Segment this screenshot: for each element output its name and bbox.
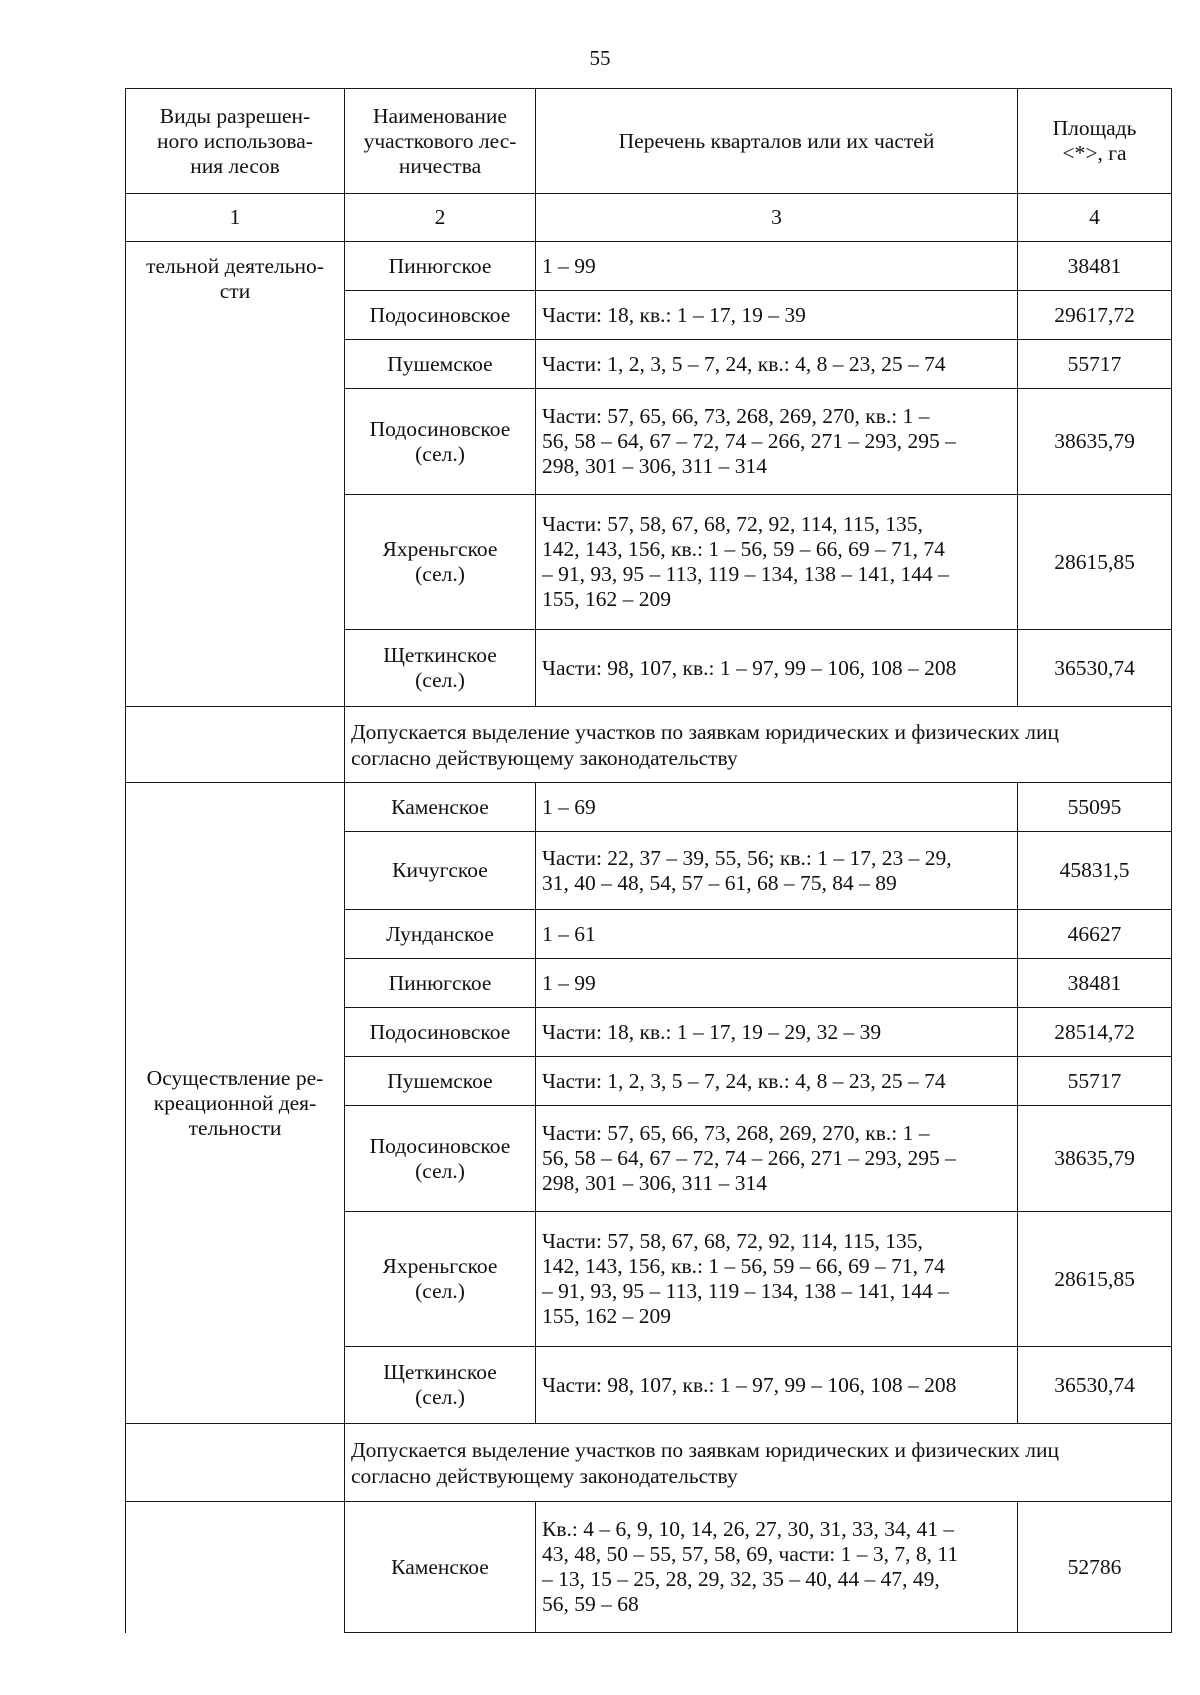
area-value: 38635,79 <box>1018 389 1172 495</box>
forestry-name: Щеткинское (сел.) <box>345 1347 536 1424</box>
forestry-name: Пушемское <box>345 340 536 389</box>
forestry-name: Подосиновское (сел.) <box>345 1106 536 1212</box>
forestry-name: Подосиновское (сел.) <box>345 389 536 495</box>
area-value: 55095 <box>1018 783 1172 832</box>
area-value: 45831,5 <box>1018 832 1172 910</box>
use-type-cell: тельной деятельно- сти <box>126 242 345 707</box>
forestry-name: Подосиновское <box>345 1008 536 1057</box>
quarters-list: Кв.: 4 – 6, 9, 10, 14, 26, 27, 30, 31, 33, 34, 41 – 43, 48, 50 – 55, 57, 58, 69, части: 1 – 3, 7, 8, 11 – 13, 15 – 25, 28, 29, 32, 35 – 40, 44 – 47, 49, 56, 59 – 68 <box>536 1502 1018 1633</box>
area-value: 28615,85 <box>1018 495 1172 630</box>
forestry-name: Яхреньгское (сел.) <box>345 495 536 630</box>
area-value: 28615,85 <box>1018 1212 1172 1347</box>
quarters-list: Части: 18, кв.: 1 – 17, 19 – 29, 32 – 39 <box>536 1008 1018 1057</box>
forestry-name: Кичугское <box>345 832 536 910</box>
forestry-name: Пинюгское <box>345 959 536 1008</box>
forest-use-table <box>125 88 1172 1633</box>
column-number-3: 3 <box>536 194 1018 242</box>
area-value: 36530,74 <box>1018 1347 1172 1424</box>
quarters-list: Части: 1, 2, 3, 5 – 7, 24, кв.: 4, 8 – 23, 25 – 74 <box>536 340 1018 389</box>
allocation-note: Допускается выделение участков по заявкам юридических и физических лиц согласно действующему законодательству <box>345 1424 1172 1502</box>
quarters-list: 1 – 61 <box>536 910 1018 959</box>
quarters-list: Части: 57, 65, 66, 73, 268, 269, 270, кв.: 1 – 56, 58 – 64, 67 – 72, 74 – 266, 271 – 293, 295 – 298, 301 – 306, 311 – 314 <box>536 389 1018 495</box>
use-type-cell <box>126 1502 345 1633</box>
quarters-list: 1 – 99 <box>536 959 1018 1008</box>
quarters-list: Части: 22, 37 – 39, 55, 56; кв.: 1 – 17, 23 – 29, 31, 40 – 48, 54, 57 – 61, 68 – 75, 84 – 89 <box>536 832 1018 910</box>
forestry-name: Щеткинское (сел.) <box>345 630 536 707</box>
allocation-note: Допускается выделение участков по заявкам юридических и физических лиц согласно действующему законодательству <box>345 707 1172 783</box>
page-number: 55 <box>589 46 611 70</box>
forestry-name: Яхреньгское (сел.) <box>345 1212 536 1347</box>
quarters-list: 1 – 69 <box>536 783 1018 832</box>
quarters-list: Части: 98, 107, кв.: 1 – 97, 99 – 106, 108 – 208 <box>536 630 1018 707</box>
forestry-name: Лунданское <box>345 910 536 959</box>
forestry-name: Подосиновское <box>345 291 536 340</box>
area-value: 52786 <box>1018 1502 1172 1633</box>
quarters-list: Части: 57, 58, 67, 68, 72, 92, 114, 115, 135, 142, 143, 156, кв.: 1 – 56, 59 – 66, 69 – 71, 74 – 91, 93, 95 – 113, 119 – 134, 138 – 141, 144 – 155, 162 – 209 <box>536 1212 1018 1347</box>
column-numbers-row <box>126 194 1172 242</box>
area-value: 46627 <box>1018 910 1172 959</box>
table-row <box>126 242 1172 291</box>
header-use-type: Виды разрешен- ного использова- ния лесов <box>126 89 345 194</box>
column-number-1: 1 <box>126 194 345 242</box>
column-number-2: 2 <box>345 194 536 242</box>
forestry-name: Каменское <box>345 1502 536 1633</box>
forestry-name: Пинюгское <box>345 242 536 291</box>
quarters-list: Части: 98, 107, кв.: 1 – 97, 99 – 106, 108 – 208 <box>536 1347 1018 1424</box>
table-row <box>126 1502 1172 1633</box>
use-type-continuation <box>126 1424 345 1502</box>
header-area: Площадь <*>, га <box>1018 89 1172 194</box>
quarters-list: Части: 57, 65, 66, 73, 268, 269, 270, кв.: 1 – 56, 58 – 64, 67 – 72, 74 – 266, 271 – 293, 295 – 298, 301 – 306, 311 – 314 <box>536 1106 1018 1212</box>
quarters-list: 1 – 99 <box>536 242 1018 291</box>
area-value: 55717 <box>1018 1057 1172 1106</box>
area-value: 38481 <box>1018 959 1172 1008</box>
use-type-continuation <box>126 707 345 783</box>
forestry-name: Каменское <box>345 783 536 832</box>
quarters-list: Части: 57, 58, 67, 68, 72, 92, 114, 115, 135, 142, 143, 156, кв.: 1 – 56, 59 – 66, 69 – 71, 74 – 91, 93, 95 – 113, 119 – 134, 138 – 141, 144 – 155, 162 – 209 <box>536 495 1018 630</box>
area-value: 28514,72 <box>1018 1008 1172 1057</box>
note-row <box>126 1424 1172 1502</box>
area-value: 29617,72 <box>1018 291 1172 340</box>
header-forestry-name: Наименование участкового лес- ничества <box>345 89 536 194</box>
area-value: 38481 <box>1018 242 1172 291</box>
use-type-cell: Осуществление ре- креационной дея- тельности <box>126 783 345 1424</box>
note-row <box>126 707 1172 783</box>
header-row <box>126 89 1172 194</box>
quarters-list: Части: 18, кв.: 1 – 17, 19 – 39 <box>536 291 1018 340</box>
quarters-list: Части: 1, 2, 3, 5 – 7, 24, кв.: 4, 8 – 23, 25 – 74 <box>536 1057 1018 1106</box>
column-number-4: 4 <box>1018 194 1172 242</box>
area-value: 55717 <box>1018 340 1172 389</box>
table-row <box>126 783 1172 832</box>
area-value: 36530,74 <box>1018 630 1172 707</box>
forestry-name: Пушемское <box>345 1057 536 1106</box>
area-value: 38635,79 <box>1018 1106 1172 1212</box>
header-quarters: Перечень кварталов или их частей <box>536 89 1018 194</box>
